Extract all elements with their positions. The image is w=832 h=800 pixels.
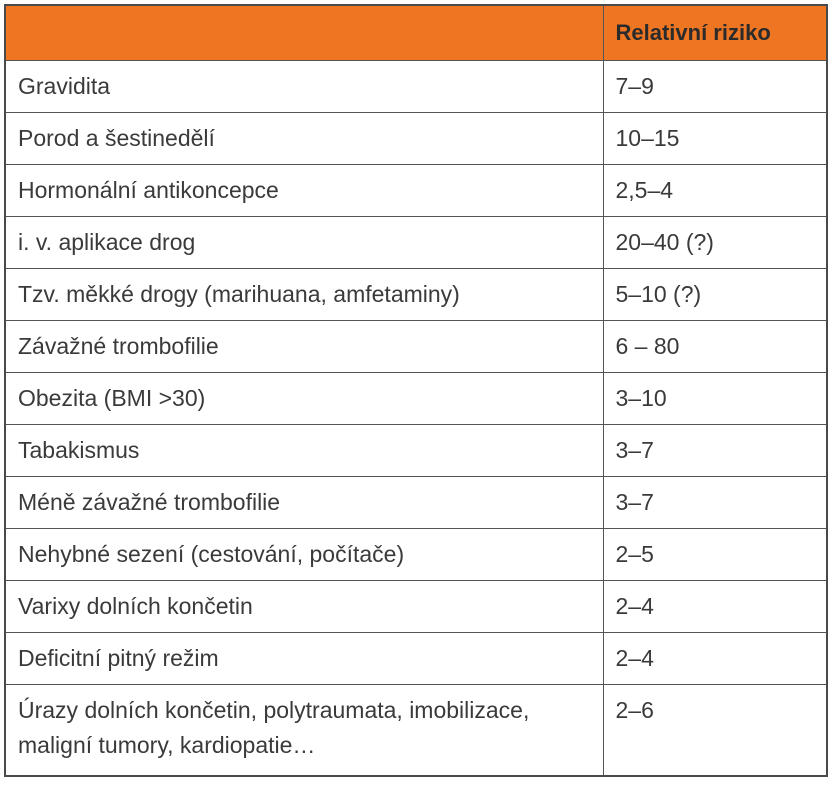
risk-cell: 10–15 — [603, 113, 827, 165]
table-row — [5, 61, 827, 113]
risk-cell: 3–10 — [603, 373, 827, 425]
table-row — [5, 425, 827, 477]
risk-cell: 2,5–4 — [603, 165, 827, 217]
factor-cell: Závažné trombofilie — [5, 321, 603, 373]
factor-cell: Tabakismus — [5, 425, 603, 477]
factor-cell: Varixy dolních končetin — [5, 581, 603, 633]
factor-cell: Hormonální antikoncepce — [5, 165, 603, 217]
risk-cell: 20–40 (?) — [603, 217, 827, 269]
risk-factor-table — [4, 4, 828, 777]
factor-cell: Nehybné sezení (cestování, počítače) — [5, 529, 603, 581]
factor-cell: Úrazy dolních končetin, polytraumata, imobilizace, maligní tumory, kardiopatie… — [5, 685, 603, 777]
risk-cell: 2–4 — [603, 581, 827, 633]
header-relative-risk: Relativní riziko — [603, 5, 827, 61]
risk-cell: 2–5 — [603, 529, 827, 581]
table-row — [5, 477, 827, 529]
factor-cell: Porod a šestinedělí — [5, 113, 603, 165]
factor-cell: Tzv. měkké drogy (marihuana, amfetaminy) — [5, 269, 603, 321]
risk-cell: 6 – 80 — [603, 321, 827, 373]
table-row — [5, 581, 827, 633]
risk-cell: 7–9 — [603, 61, 827, 113]
table-row — [5, 113, 827, 165]
header-factor — [5, 5, 603, 61]
table-row — [5, 269, 827, 321]
factor-cell: Gravidita — [5, 61, 603, 113]
factor-cell: Obezita (BMI >30) — [5, 373, 603, 425]
table-header-row — [5, 5, 827, 61]
table-row — [5, 165, 827, 217]
table-row — [5, 373, 827, 425]
table-row — [5, 633, 827, 685]
table-row — [5, 529, 827, 581]
risk-cell: 3–7 — [603, 477, 827, 529]
factor-cell: i. v. aplikace drog — [5, 217, 603, 269]
table-row — [5, 217, 827, 269]
table-row — [5, 321, 827, 373]
factor-cell: Deficitní pitný režim — [5, 633, 603, 685]
risk-cell: 2–4 — [603, 633, 827, 685]
factor-cell: Méně závažné trombofilie — [5, 477, 603, 529]
risk-cell: 2–6 — [603, 685, 827, 777]
risk-cell: 3–7 — [603, 425, 827, 477]
risk-cell: 5–10 (?) — [603, 269, 827, 321]
table-row — [5, 685, 827, 777]
